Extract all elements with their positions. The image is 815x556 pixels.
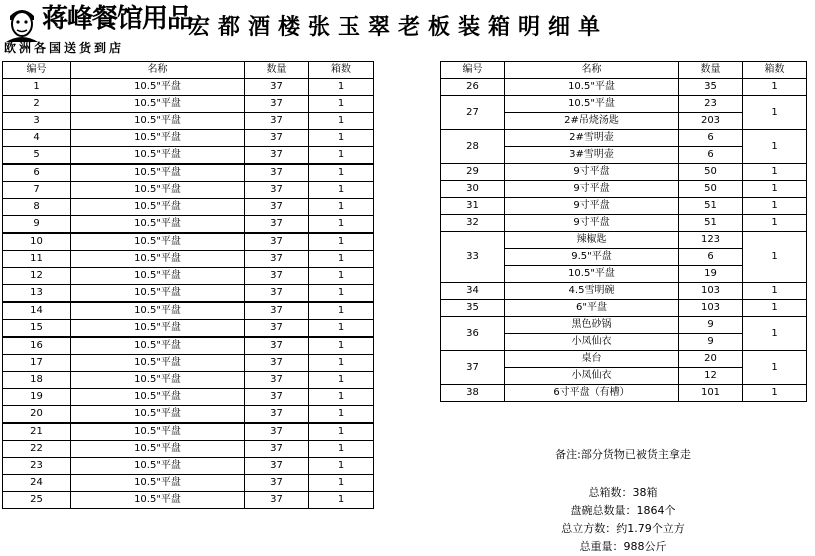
item-name: 10.5"平盘	[71, 182, 245, 199]
row-number: 4	[3, 130, 71, 147]
item-quantity: 51	[679, 215, 743, 232]
table-row	[3, 337, 374, 355]
item-quantity: 37	[245, 130, 309, 147]
packing-table-left	[2, 61, 374, 509]
table-row	[3, 406, 374, 424]
row-number: 2	[3, 96, 71, 113]
remark-note	[440, 446, 806, 464]
item-quantity: 6	[679, 249, 743, 266]
box-count: 1	[743, 232, 807, 283]
row-number: 19	[3, 389, 71, 406]
header-qty: 数量	[245, 62, 309, 79]
item-name: 10.5"平盘	[71, 475, 245, 492]
box-count: 1	[743, 300, 807, 317]
item-name: 9寸平盘	[505, 198, 679, 215]
item-quantity: 101	[679, 385, 743, 402]
box-count: 1	[309, 458, 374, 475]
box-count: 1	[309, 337, 374, 355]
table-row	[3, 458, 374, 475]
table-row	[3, 79, 374, 96]
box-count: 1	[309, 147, 374, 165]
row-number: 35	[441, 300, 505, 317]
item-quantity: 37	[245, 113, 309, 130]
box-count: 1	[743, 215, 807, 232]
row-number: 8	[3, 199, 71, 216]
item-name: 10.5"平盘	[71, 285, 245, 303]
header-boxes: 箱数	[743, 62, 807, 79]
table-row	[441, 351, 807, 368]
company-logo	[2, 2, 193, 55]
row-number: 28	[441, 130, 505, 164]
row-number: 27	[441, 96, 505, 130]
item-quantity: 23	[679, 96, 743, 113]
item-quantity: 50	[679, 181, 743, 198]
table-row	[3, 199, 374, 216]
row-number: 1	[3, 79, 71, 96]
header-no: 编号	[441, 62, 505, 79]
item-quantity: 103	[679, 283, 743, 300]
item-name: 3#雪明壶	[505, 147, 679, 164]
table-row	[441, 79, 807, 96]
item-name: 10.5"平盘	[505, 96, 679, 113]
row-number: 29	[441, 164, 505, 181]
row-number: 5	[3, 147, 71, 165]
item-quantity: 37	[245, 406, 309, 424]
item-quantity: 6	[679, 147, 743, 164]
item-name: 6寸平盘（有槽）	[505, 385, 679, 402]
box-count: 1	[309, 475, 374, 492]
table-row	[441, 130, 807, 147]
box-count: 1	[309, 233, 374, 251]
item-quantity: 123	[679, 232, 743, 249]
box-count: 1	[743, 317, 807, 351]
item-name: 10.5"平盘	[71, 251, 245, 268]
item-name: 2#吊烧汤匙	[505, 113, 679, 130]
item-quantity: 37	[245, 285, 309, 303]
box-count: 1	[309, 441, 374, 458]
item-name: 10.5"平盘	[71, 268, 245, 285]
row-number: 37	[441, 351, 505, 385]
box-count: 1	[309, 406, 374, 424]
item-quantity: 37	[245, 164, 309, 182]
item-name: 10.5"平盘	[71, 372, 245, 389]
box-count: 1	[309, 492, 374, 509]
item-quantity: 9	[679, 317, 743, 334]
box-count: 1	[309, 113, 374, 130]
item-name: 10.5"平盘	[71, 355, 245, 372]
item-quantity: 37	[245, 389, 309, 406]
table-row	[3, 130, 374, 147]
portrait-icon	[2, 2, 42, 42]
item-name: 9.5"平盘	[505, 249, 679, 266]
item-name: 10.5"平盘	[71, 79, 245, 96]
row-number: 32	[441, 215, 505, 232]
item-quantity: 35	[679, 79, 743, 96]
table-row	[3, 147, 374, 165]
table-row	[3, 355, 374, 372]
item-quantity: 51	[679, 198, 743, 215]
box-count: 1	[309, 96, 374, 113]
item-quantity: 37	[245, 251, 309, 268]
packing-table-right	[440, 61, 807, 402]
item-name: 10.5"平盘	[71, 216, 245, 234]
item-quantity: 37	[245, 441, 309, 458]
row-number: 22	[3, 441, 71, 458]
item-quantity: 37	[245, 320, 309, 338]
item-name: 2#雪明壶	[505, 130, 679, 147]
item-quantity: 50	[679, 164, 743, 181]
item-quantity: 37	[245, 79, 309, 96]
item-name: 10.5"平盘	[71, 199, 245, 216]
box-count: 1	[743, 181, 807, 198]
row-number: 7	[3, 182, 71, 199]
total-plates: 盘碗总数量：1864个	[570, 504, 676, 517]
box-count: 1	[309, 285, 374, 303]
item-quantity: 37	[245, 355, 309, 372]
item-name: 黑色砂锅	[505, 317, 679, 334]
row-number: 30	[441, 181, 505, 198]
totals-summary	[440, 484, 806, 556]
table-row	[3, 216, 374, 234]
box-count: 1	[309, 423, 374, 441]
table-row	[3, 268, 374, 285]
item-quantity: 37	[245, 475, 309, 492]
item-name: 小凤仙衣	[505, 334, 679, 351]
item-quantity: 37	[245, 182, 309, 199]
header-name: 名称	[505, 62, 679, 79]
item-name: 10.5"平盘	[71, 441, 245, 458]
row-number: 21	[3, 423, 71, 441]
box-count: 1	[309, 164, 374, 182]
table-row	[3, 285, 374, 303]
row-number: 18	[3, 372, 71, 389]
table-row	[441, 232, 807, 249]
row-number: 13	[3, 285, 71, 303]
row-number: 3	[3, 113, 71, 130]
item-name: 10.5"平盘	[71, 302, 245, 320]
table-row	[441, 96, 807, 113]
table-row	[3, 233, 374, 251]
item-quantity: 37	[245, 199, 309, 216]
item-name: 10.5"平盘	[71, 96, 245, 113]
box-count: 1	[309, 320, 374, 338]
item-name: 辣椒匙	[505, 232, 679, 249]
table-row	[3, 96, 374, 113]
table-row	[3, 320, 374, 338]
box-count: 1	[309, 251, 374, 268]
item-name: 9寸平盘	[505, 181, 679, 198]
header-boxes: 箱数	[309, 62, 374, 79]
item-quantity: 37	[245, 423, 309, 441]
table-row	[441, 215, 807, 232]
item-name: 4.5雪明碗	[505, 283, 679, 300]
box-count: 1	[309, 372, 374, 389]
box-count: 1	[743, 96, 807, 130]
box-count: 1	[743, 79, 807, 96]
box-count: 1	[309, 79, 374, 96]
table-row	[441, 300, 807, 317]
box-count: 1	[309, 199, 374, 216]
box-count: 1	[309, 216, 374, 234]
table-row	[3, 251, 374, 268]
total-weight: 总重量：988公斤	[579, 540, 667, 553]
item-quantity: 203	[679, 113, 743, 130]
header-name: 名称	[71, 62, 245, 79]
item-quantity: 37	[245, 337, 309, 355]
row-number: 15	[3, 320, 71, 338]
row-number: 10	[3, 233, 71, 251]
box-count: 1	[309, 268, 374, 285]
item-name: 6"平盘	[505, 300, 679, 317]
row-number: 12	[3, 268, 71, 285]
item-name: 10.5"平盘	[71, 164, 245, 182]
item-quantity: 20	[679, 351, 743, 368]
table-row	[3, 182, 374, 199]
item-quantity: 37	[245, 216, 309, 234]
remark-text: 备注:部分货物已被货主拿走	[555, 448, 691, 461]
box-count: 1	[309, 389, 374, 406]
table-row	[3, 492, 374, 509]
box-count: 1	[743, 351, 807, 385]
item-quantity: 37	[245, 372, 309, 389]
row-number: 9	[3, 216, 71, 234]
item-name: 10.5"平盘	[71, 458, 245, 475]
item-quantity: 37	[245, 96, 309, 113]
row-number: 31	[441, 198, 505, 215]
box-count: 1	[743, 283, 807, 300]
row-number: 33	[441, 232, 505, 283]
item-quantity: 19	[679, 266, 743, 283]
row-number: 23	[3, 458, 71, 475]
item-quantity: 37	[245, 233, 309, 251]
item-name: 9寸平盘	[505, 215, 679, 232]
table-row	[3, 441, 374, 458]
item-quantity: 6	[679, 130, 743, 147]
box-count: 1	[743, 385, 807, 402]
brand-name: 蒋峰餐馆用品	[42, 4, 193, 34]
item-name: 10.5"平盘	[71, 147, 245, 165]
brand-slogan: 欧洲各国送货到店	[4, 41, 125, 55]
row-number: 17	[3, 355, 71, 372]
item-name: 10.5"平盘	[505, 266, 679, 283]
row-number: 14	[3, 302, 71, 320]
table-row	[441, 317, 807, 334]
item-name: 10.5"平盘	[71, 320, 245, 338]
table-row	[3, 372, 374, 389]
item-quantity: 12	[679, 368, 743, 385]
table-row	[441, 283, 807, 300]
row-number: 6	[3, 164, 71, 182]
table-row	[3, 113, 374, 130]
item-quantity: 103	[679, 300, 743, 317]
box-count: 1	[309, 182, 374, 199]
item-name: 10.5"平盘	[71, 233, 245, 251]
item-quantity: 37	[245, 458, 309, 475]
table-row	[441, 181, 807, 198]
box-count: 1	[743, 130, 807, 164]
box-count: 1	[743, 198, 807, 215]
row-number: 34	[441, 283, 505, 300]
row-number: 25	[3, 492, 71, 509]
table-row	[3, 475, 374, 492]
box-count: 1	[309, 355, 374, 372]
row-number: 26	[441, 79, 505, 96]
page-title: 宏都酒楼张玉翠老板装箱明细单	[188, 14, 609, 40]
header-qty: 数量	[679, 62, 743, 79]
item-name: 9寸平盘	[505, 164, 679, 181]
item-name: 10.5"平盘	[71, 337, 245, 355]
table-row	[3, 423, 374, 441]
item-name: 10.5"平盘	[71, 389, 245, 406]
table-row	[3, 302, 374, 320]
item-name: 小凤仙衣	[505, 368, 679, 385]
row-number: 20	[3, 406, 71, 424]
table-row	[441, 198, 807, 215]
item-quantity: 37	[245, 268, 309, 285]
row-number: 24	[3, 475, 71, 492]
item-quantity: 37	[245, 147, 309, 165]
box-count: 1	[743, 164, 807, 181]
item-name: 10.5"平盘	[505, 79, 679, 96]
box-count: 1	[309, 130, 374, 147]
table-row	[441, 164, 807, 181]
item-name: 10.5"平盘	[71, 423, 245, 441]
total-boxes: 总箱数：38箱	[588, 486, 658, 499]
item-quantity: 37	[245, 302, 309, 320]
row-number: 16	[3, 337, 71, 355]
table-row	[441, 385, 807, 402]
item-name: 10.5"平盘	[71, 130, 245, 147]
item-quantity: 37	[245, 492, 309, 509]
item-name: 10.5"平盘	[71, 406, 245, 424]
item-name: 10.5"平盘	[71, 113, 245, 130]
table-row	[3, 164, 374, 182]
box-count: 1	[309, 302, 374, 320]
row-number: 11	[3, 251, 71, 268]
header-no: 编号	[3, 62, 71, 79]
item-name: 桌台	[505, 351, 679, 368]
item-quantity: 9	[679, 334, 743, 351]
total-volume: 总立方数：约1.79个立方	[561, 522, 685, 535]
item-name: 10.5"平盘	[71, 492, 245, 509]
row-number: 38	[441, 385, 505, 402]
table-row	[3, 389, 374, 406]
row-number: 36	[441, 317, 505, 351]
